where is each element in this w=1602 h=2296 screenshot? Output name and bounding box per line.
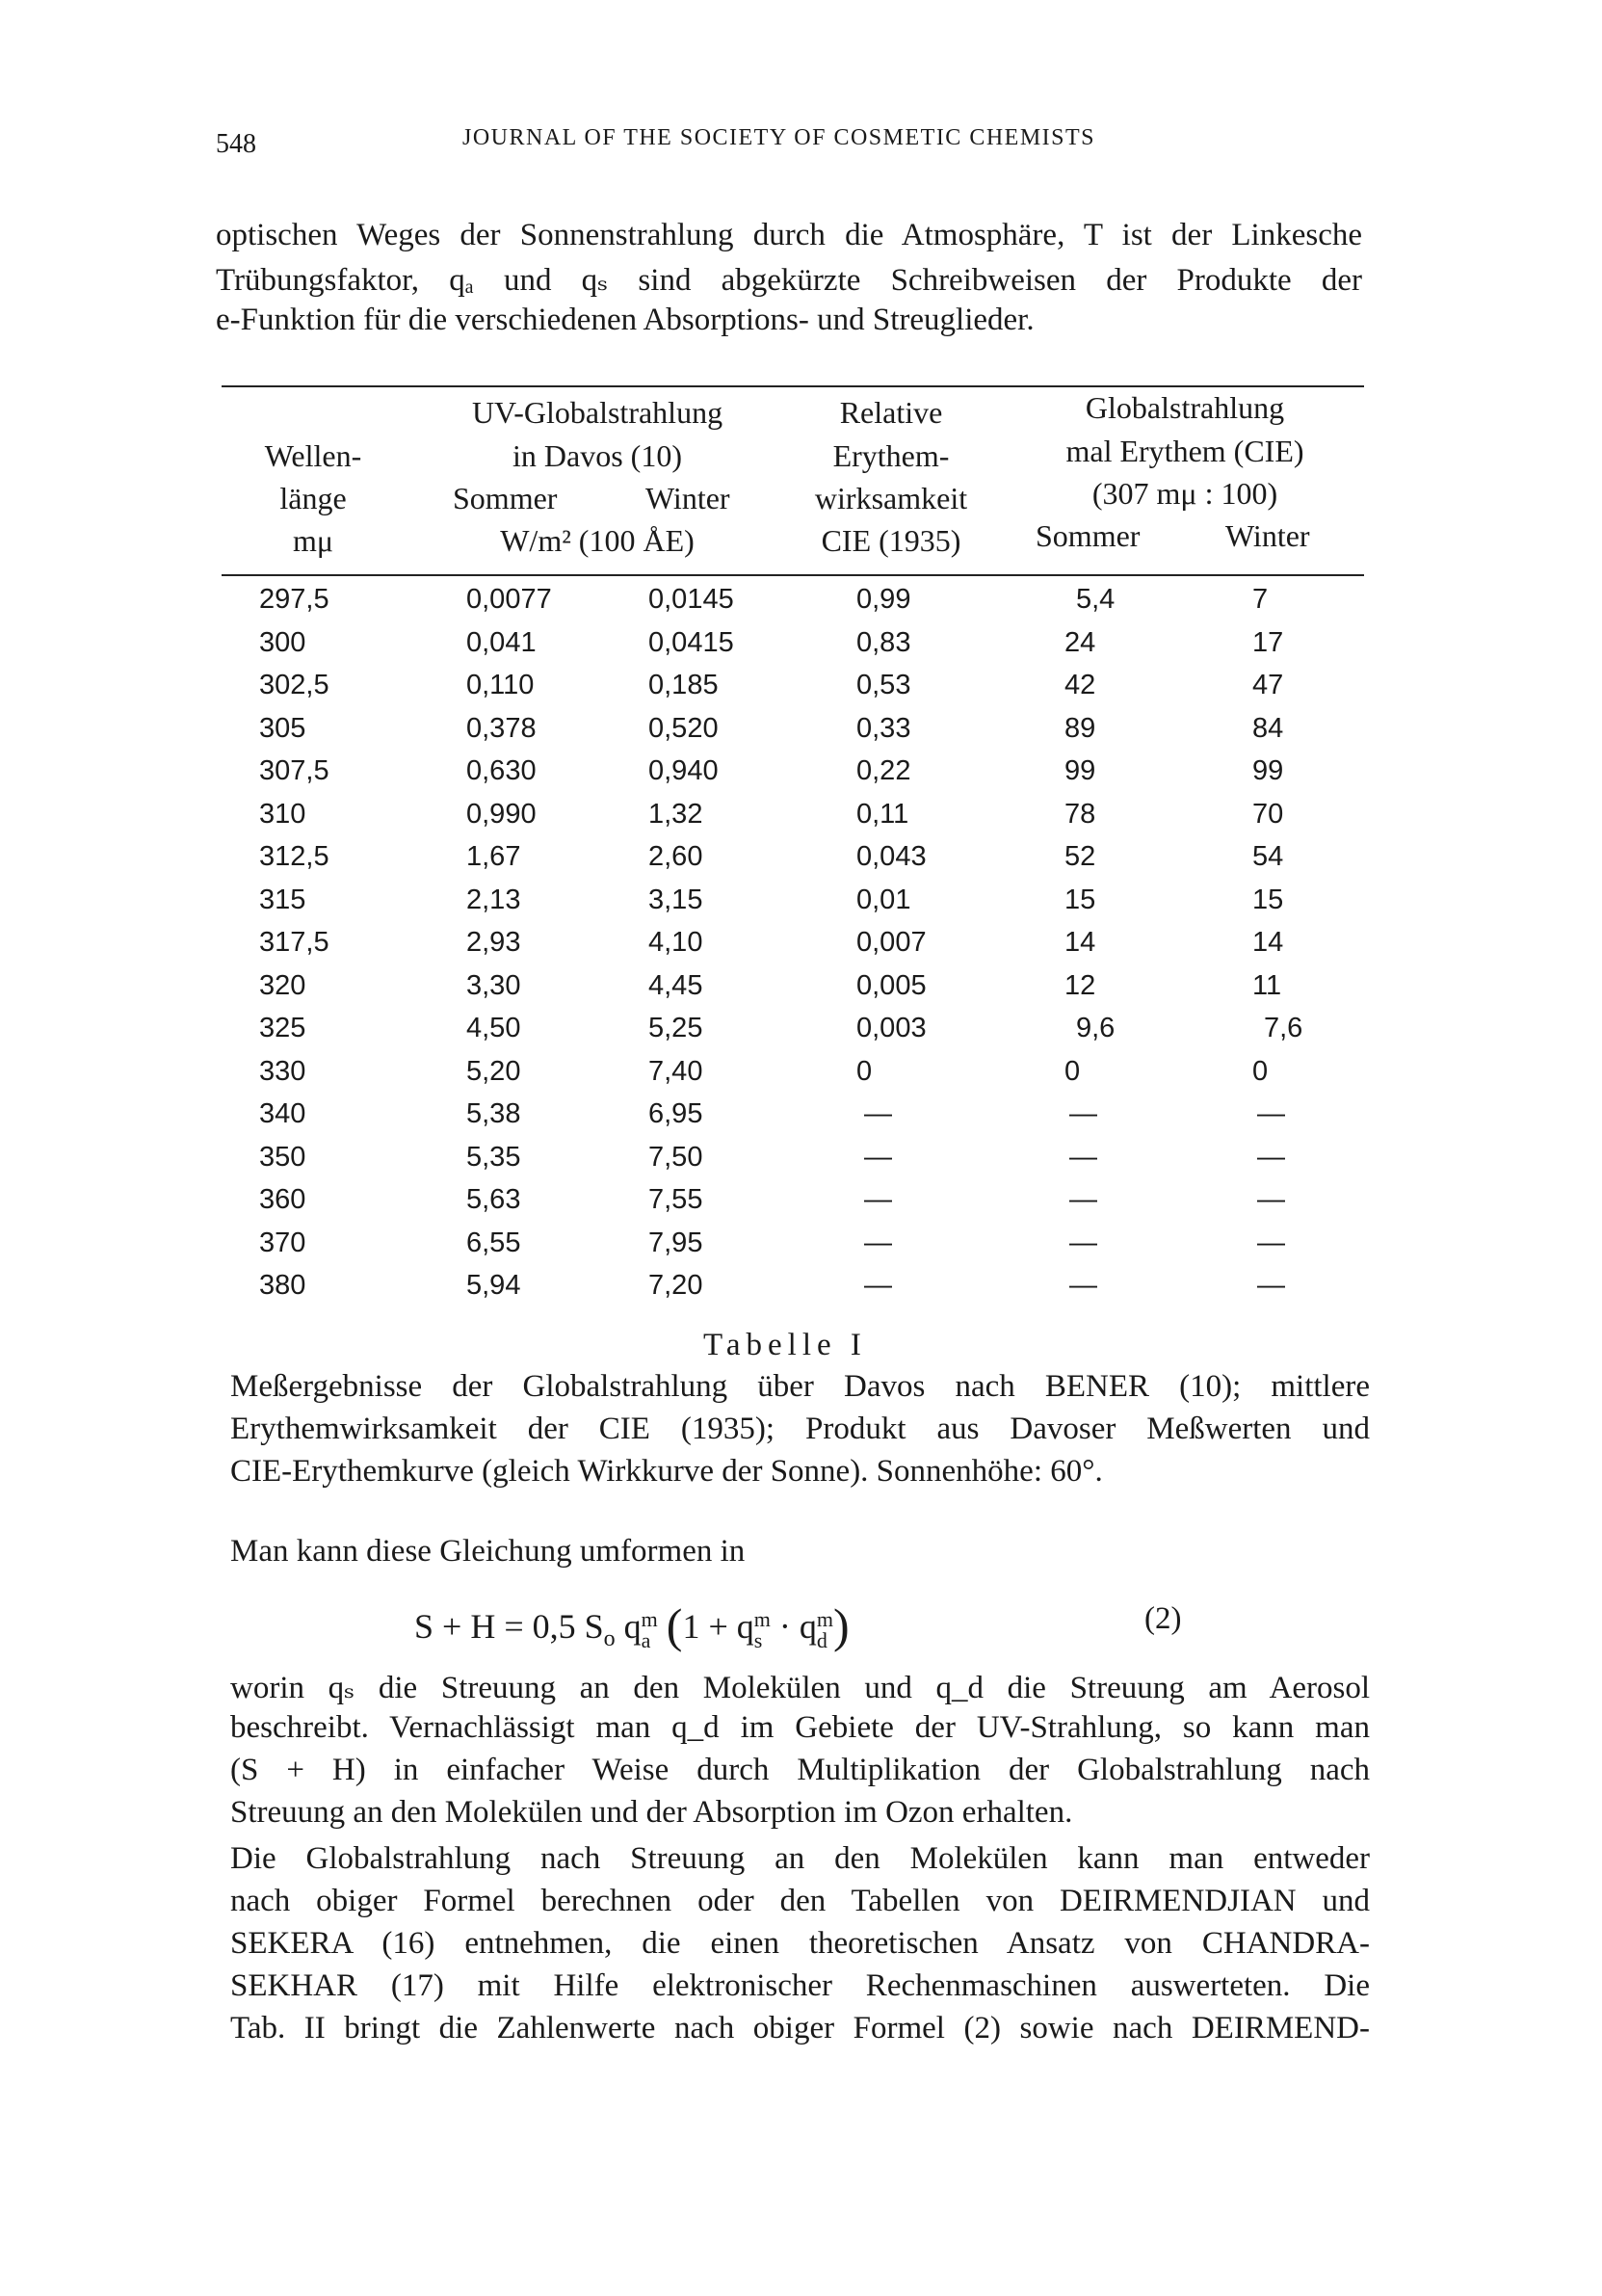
- cell-uv-winter: 0,0415: [648, 626, 734, 658]
- cell-wavelength: 300: [259, 626, 306, 658]
- cell-uv-sommer: 6,55: [466, 1227, 521, 1258]
- cell-glob-winter: 14: [1252, 927, 1284, 958]
- cell-erythem: —: [864, 1184, 892, 1215]
- cell-glob-winter: 70: [1252, 798, 1284, 830]
- cell-uv-winter: 4,10: [648, 927, 703, 958]
- text-line: optischen Weges der Sonnenstrahlung durch die Atmosphäre, T ist der Linkesche: [216, 218, 1362, 252]
- cell-erythem: 0,043: [856, 841, 927, 872]
- cell-erythem: 0,22: [856, 755, 911, 786]
- cell-erythem: 0,007: [856, 927, 927, 958]
- table-top-rule: [222, 385, 1364, 387]
- cell-wavelength: 312,5: [259, 841, 329, 872]
- cell-wavelength: 310: [259, 798, 306, 830]
- cell-uv-sommer: 1,67: [466, 841, 521, 872]
- cell-uv-sommer: 4,50: [466, 1013, 521, 1043]
- cell-glob-sommer: 99: [1064, 755, 1096, 786]
- text-line: beschreibt. Vernachlässigt man q_d im Gebiete der UV-Strahlung, so kann man: [230, 1710, 1370, 1745]
- cell-wavelength: 302,5: [259, 670, 329, 700]
- header-rel-2: Erythem-: [832, 438, 950, 473]
- cell-glob-winter: 7: [1252, 584, 1269, 615]
- cell-glob-winter: —: [1257, 1184, 1285, 1215]
- cell-uv-winter: 3,15: [648, 884, 703, 915]
- table-title: Tabelle I: [703, 1328, 867, 1362]
- cell-uv-sommer: 3,30: [466, 969, 521, 1001]
- eq-sup-s: m: [753, 1606, 771, 1631]
- cell-erythem: 0,53: [856, 670, 911, 700]
- cell-uv-sommer: 5,20: [466, 1055, 521, 1087]
- text-line: Tab. II bringt die Zahlenwerte nach obiger Formel (2) sowie nach DEIRMEND-: [230, 2011, 1370, 2045]
- cell-glob-sommer: 78: [1064, 798, 1096, 830]
- cell-glob-winter: —: [1257, 1270, 1285, 1301]
- cell-uv-sommer: 5,63: [466, 1184, 521, 1215]
- cell-glob-sommer: —: [1069, 1141, 1097, 1173]
- cell-glob-winter: 17: [1252, 626, 1284, 658]
- cell-wavelength: 317,5: [259, 927, 329, 958]
- cell-uv-winter: 7,55: [648, 1184, 703, 1215]
- text-line: SEKERA (16) entnehmen, die einen theoretischen Ansatz von CHANDRA-: [230, 1926, 1370, 1961]
- text-line: SEKHAR (17) mit Hilfe elektronischer Rechenmaschinen auswerteten. Die: [230, 1968, 1370, 2003]
- cell-uv-winter: 0,185: [648, 670, 719, 700]
- text-line: Trübungsfaktor, qₐ und qₛ sind abgekürzte Schreibweisen der Produkte der: [216, 263, 1362, 298]
- cell-uv-winter: 7,50: [648, 1141, 703, 1173]
- cell-glob-sommer: 15: [1064, 884, 1096, 915]
- cell-uv-sommer: 5,94: [466, 1270, 521, 1301]
- cell-glob-sommer: 52: [1064, 841, 1096, 872]
- header-glob-1: Globalstrahlung: [1085, 390, 1285, 425]
- cell-uv-sommer: 2,13: [466, 884, 521, 915]
- header-uv-unit: W/m² (100 ÅE): [500, 523, 695, 558]
- text-line: Erythemwirksamkeit der CIE (1935); Produkt aus Davoser Meßwerten und: [230, 1412, 1370, 1446]
- header-uv-2: in Davos (10): [512, 438, 682, 473]
- cell-glob-sommer: —: [1069, 1270, 1097, 1301]
- header-wavelength-2: länge: [279, 481, 347, 515]
- cell-glob-winter: 47: [1252, 670, 1284, 700]
- running-header: JOURNAL OF THE SOCIETY OF COSMETIC CHEMISTS: [462, 125, 1095, 150]
- cell-erythem: 0,83: [856, 626, 911, 658]
- cell-glob-winter: 7,6: [1264, 1013, 1303, 1043]
- cell-uv-winter: 6,95: [648, 1098, 703, 1129]
- cell-uv-winter: 0,520: [648, 712, 719, 744]
- cell-uv-winter: 7,95: [648, 1227, 703, 1258]
- cell-uv-sommer: 0,110: [466, 670, 535, 700]
- cell-glob-sommer: 89: [1064, 712, 1096, 744]
- header-glob-winter: Winter: [1225, 518, 1310, 553]
- eq-sub-o: o: [603, 1626, 616, 1652]
- cell-uv-winter: 0,940: [648, 755, 719, 786]
- cell-uv-sommer: 0,378: [466, 712, 537, 744]
- cell-wavelength: 350: [259, 1141, 306, 1173]
- text-line: worin qₛ die Streuung an den Molekülen und q_d die Streuung am Aerosol: [230, 1671, 1370, 1705]
- cell-uv-sommer: 0,990: [466, 798, 537, 830]
- cell-glob-winter: 15: [1252, 884, 1284, 915]
- cell-glob-winter: —: [1257, 1227, 1285, 1258]
- header-uv-1: UV-Globalstrahlung: [471, 395, 723, 430]
- page-number: 548: [216, 129, 256, 159]
- cell-uv-winter: 1,32: [648, 798, 703, 830]
- cell-uv-winter: 4,45: [648, 969, 703, 1001]
- equation-lhs: S + H = 0,5 $S_o$ q m a (1 + q m s · q m d ): [414, 1598, 850, 1652]
- cell-uv-winter: 5,25: [648, 1013, 703, 1043]
- cell-uv-sommer: 0,0077: [466, 584, 552, 615]
- text-line: Streuung an den Molekülen und der Absorption im Ozon erhalten.: [230, 1795, 1073, 1830]
- cell-erythem: 0,003: [856, 1013, 927, 1043]
- header-rel-4: CIE (1935): [821, 523, 961, 558]
- header-rel-1: Relative: [839, 395, 943, 430]
- text-line: nach obiger Formel berechnen oder den Tabellen von DEIRMENDJIAN und: [230, 1884, 1370, 1918]
- cell-uv-sommer: 5,35: [466, 1141, 521, 1173]
- cell-erythem: 0,005: [856, 969, 927, 1001]
- cell-glob-sommer: —: [1069, 1098, 1097, 1129]
- text-line: Meßergebnisse der Globalstrahlung über Davos nach BENER (10); mittlere: [230, 1369, 1370, 1404]
- header-glob-3: (307 mμ : 100): [1091, 476, 1278, 511]
- cell-uv-winter: 7,40: [648, 1055, 703, 1087]
- cell-wavelength: 360: [259, 1184, 306, 1215]
- header-uv-sommer: Sommer: [453, 481, 558, 515]
- cell-erythem: —: [864, 1141, 892, 1173]
- cell-uv-sommer: 5,38: [466, 1098, 521, 1129]
- cell-wavelength: 325: [259, 1013, 306, 1043]
- text-line: (S + H) in einfacher Weise durch Multiplikation der Globalstrahlung nach: [230, 1753, 1370, 1787]
- cell-wavelength: 315: [259, 884, 306, 915]
- text-line: Die Globalstrahlung nach Streuung an den Molekülen kann man entweder: [230, 1841, 1370, 1876]
- cell-glob-sommer: 14: [1064, 927, 1096, 958]
- cell-glob-winter: 54: [1252, 841, 1284, 872]
- eq-sub-d: d: [816, 1627, 827, 1652]
- text-line: CIE-Erythemkurve (gleich Wirkkurve der Sonne). Sonnenhöhe: 60°.: [230, 1454, 1103, 1489]
- cell-glob-winter: 99: [1252, 755, 1284, 786]
- cell-erythem: —: [864, 1098, 892, 1129]
- cell-glob-sommer: —: [1069, 1227, 1097, 1258]
- cell-uv-winter: 0,0145: [648, 584, 734, 615]
- cell-glob-winter: —: [1257, 1098, 1285, 1129]
- header-uv-winter: Winter: [645, 481, 730, 515]
- eq-q-d: q: [799, 1607, 817, 1646]
- cell-erythem: —: [864, 1270, 892, 1301]
- cell-uv-sommer: 2,93: [466, 927, 521, 958]
- cell-wavelength: 297,5: [259, 584, 329, 615]
- cell-glob-winter: 0: [1252, 1055, 1269, 1087]
- table-header-rule: [222, 574, 1364, 576]
- eq-sub-a: a: [641, 1627, 651, 1652]
- cell-glob-sommer: 9,6: [1076, 1013, 1116, 1043]
- cell-erythem: —: [864, 1227, 892, 1258]
- cell-uv-winter: 2,60: [648, 841, 703, 872]
- cell-glob-sommer: 12: [1064, 969, 1096, 1001]
- text-line: e-Funktion für die verschiedenen Absorptions- und Streuglieder.: [216, 303, 1035, 337]
- cell-wavelength: 370: [259, 1227, 306, 1258]
- eq-dot: ·: [770, 1607, 800, 1646]
- eq-q-s: q: [736, 1607, 754, 1646]
- cell-glob-winter: 84: [1252, 712, 1284, 744]
- cell-wavelength: 330: [259, 1055, 306, 1087]
- cell-uv-sommer: 0,630: [466, 755, 537, 786]
- cell-glob-sommer: 24: [1064, 626, 1096, 658]
- header-glob-sommer: Sommer: [1036, 518, 1141, 553]
- cell-erythem: 0,11: [856, 798, 909, 830]
- cell-erythem: 0,99: [856, 584, 911, 615]
- equation-number: (2): [1144, 1601, 1182, 1636]
- cell-uv-winter: 7,20: [648, 1270, 703, 1301]
- cell-wavelength: 305: [259, 712, 306, 744]
- cell-glob-winter: 11: [1252, 969, 1282, 1001]
- cell-uv-sommer: 0,041: [466, 626, 537, 658]
- header-wavelength-1: Wellen-: [264, 438, 362, 473]
- cell-glob-sommer: —: [1069, 1184, 1097, 1215]
- cell-erythem: 0,01: [856, 884, 911, 915]
- eq-sup: m: [641, 1606, 658, 1631]
- lead-line: Man kann diese Gleichung umformen in: [230, 1534, 746, 1569]
- cell-wavelength: 307,5: [259, 755, 329, 786]
- header-glob-2: mal Erythem (CIE): [1065, 434, 1304, 468]
- eq-q-a: q: [623, 1607, 642, 1646]
- cell-glob-sommer: 5,4: [1076, 584, 1116, 615]
- eq-one-plus: 1 +: [682, 1607, 737, 1646]
- cell-wavelength: 340: [259, 1098, 306, 1129]
- cell-glob-winter: —: [1257, 1141, 1285, 1173]
- header-wavelength-3: mμ: [292, 523, 334, 558]
- eq-sup-d: m: [816, 1606, 833, 1631]
- cell-glob-sommer: 42: [1064, 670, 1096, 700]
- cell-erythem: 0: [856, 1055, 873, 1087]
- cell-erythem: 0,33: [856, 712, 911, 744]
- cell-wavelength: 320: [259, 969, 306, 1001]
- eq-sub-s: s: [753, 1627, 763, 1652]
- eq-lhs-text: S + H = 0,5 S: [414, 1607, 604, 1646]
- cell-wavelength: 380: [259, 1270, 306, 1301]
- cell-glob-sommer: 0: [1064, 1055, 1081, 1087]
- header-rel-3: wirksamkeit: [814, 481, 968, 515]
